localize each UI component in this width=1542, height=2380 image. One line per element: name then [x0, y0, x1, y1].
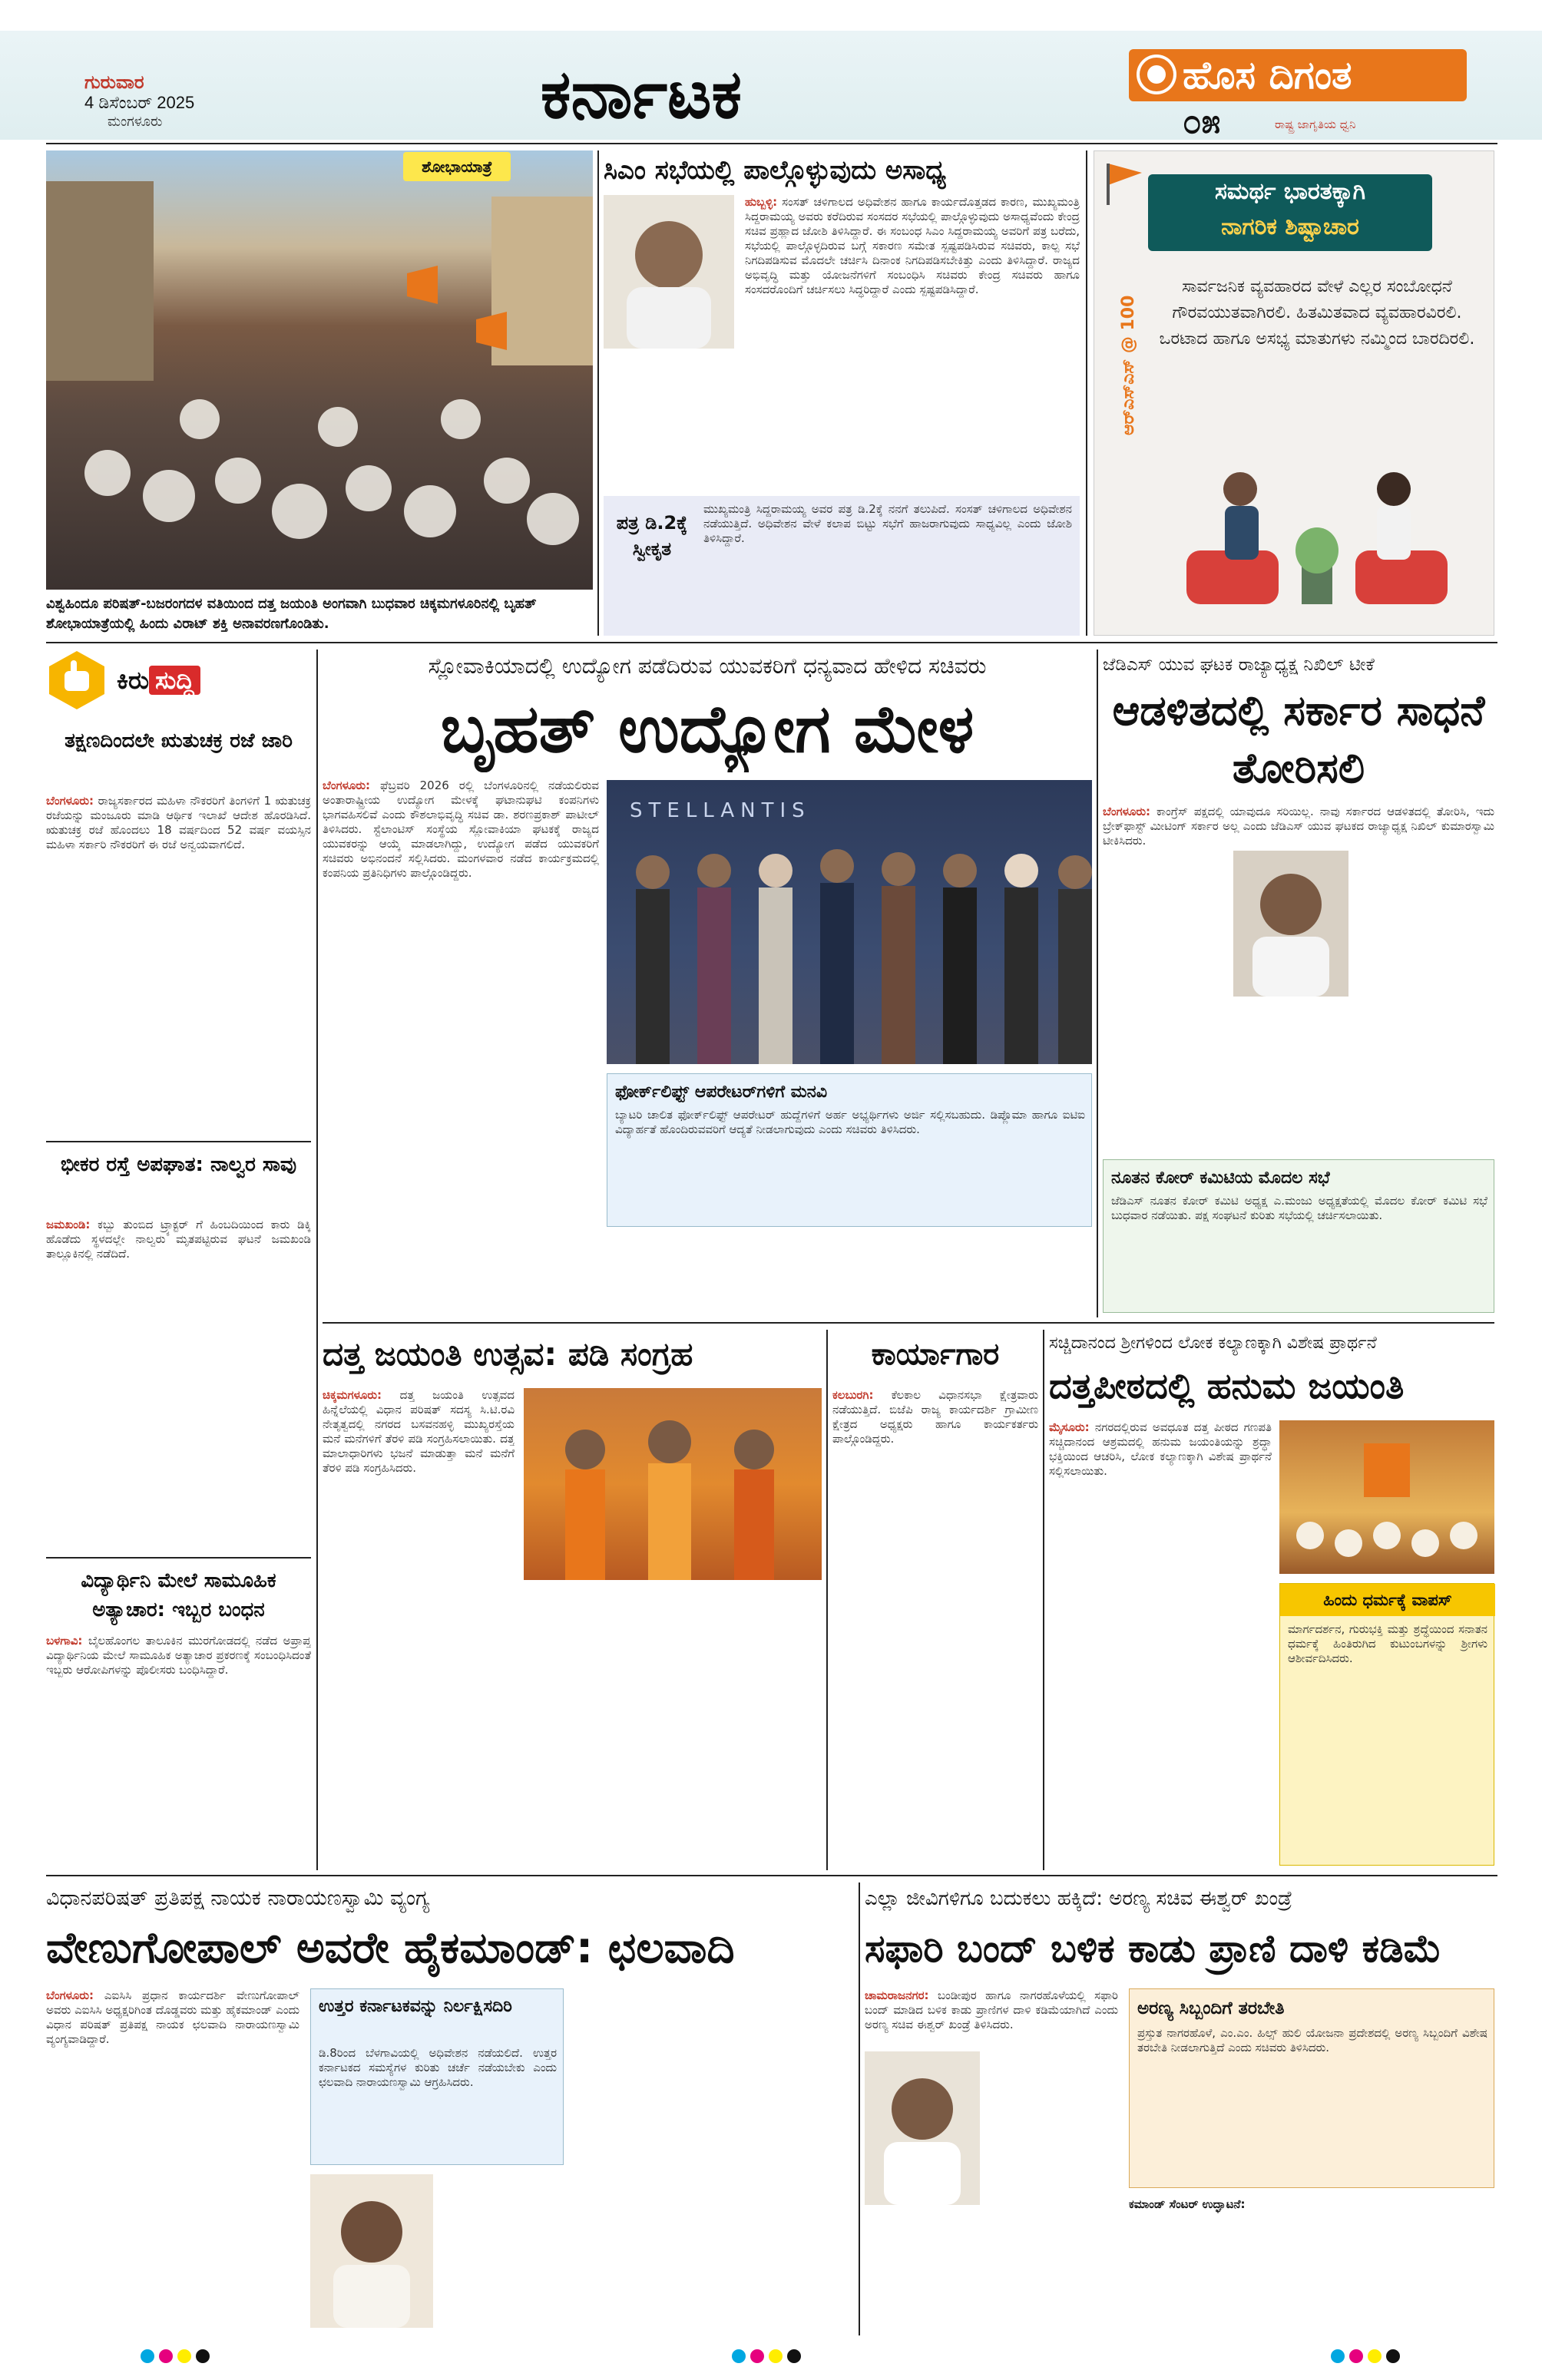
parishat-body-col2 — [441, 2174, 564, 2334]
cm-meeting-story — [604, 150, 1080, 636]
job-fair-story — [323, 650, 1092, 1317]
kirusuddi-header — [46, 650, 311, 711]
divider-row3 — [46, 1875, 1497, 1876]
color-dot — [1331, 2349, 1345, 2363]
cm-headline: ಸಿಎಂ ಸಭೆಯಲ್ಲಿ ಪಾಲ್ಗೊಳ್ಳುವುದು ಅಸಾಧ್ಯ — [604, 155, 946, 186]
brief-dateline: ಜಮಖಂಡಿ: — [46, 1218, 91, 1231]
city: ಮಂಗಳೂರು — [108, 114, 163, 129]
kirusuddi-column — [46, 650, 311, 1870]
divider-r2b — [1097, 650, 1098, 1317]
north-karnataka-body: ಡಿ.8ರಿಂದ ಬೆಳಗಾವಿಯಲ್ಲಿ ಅಧಿವೇಶನ ನಡೆಯಲಿದೆ. ಉತ್ತರ ಕರ್ನಾಟಕದ ಸಮಸ್ಯೆಗಳ ಕುರಿತು ಚರ್ಚೆ ನಡೆಯಬೇಕು ಎಂದು ಛಲವಾದಿ ನಾರಾಯಣಸ್ವಾಮಿ ಆಗ್ರಹಿಸಿದರು. — [319, 2046, 557, 2089]
cm-body-text: ಸಂಸತ್ ಚಳಿಗಾಲದ ಅಧಿವೇಶನ ಹಾಗೂ ಕಾರ್ಯದೊತ್ತಡದ ಕಾರಣ, ಮುಖ್ಯಮಂತ್ರಿ ಸಿದ್ದರಾಮಯ್ಯ ಅವರು ಕರೆದಿರುವ ಸಂಸದರ ಸಭೆಯಲ್ಲಿ ಪಾಲ್ಗೊಳ್ಳುವುದು ಅಸಾಧ್ಯವೆಂದು ಕೇಂದ್ರ ಸಚಿವ ಪ್ರಹ್ಲಾದ ಜೋಶಿ ತಿಳಿಸಿದ್ದಾರೆ. ಈ ಸಂಬಂಧ ಸಿಎಂ ಸಿದ್ದರಾಮಯ್ಯ ಅವರಿಗೆ ಪತ್ರ ಬರೆದು, ಸಭೆಯಲ್ಲಿ ಪಾಲ್ಗೊಳ್ಳದಿರುವ ಬಗ್ಗೆ ಸಕಾರಣ ಸಮೇತ ಸ್ಪಷ್ಟಪಡಿಸಿರುವ ಸಚಿವರು, ಕಾಲ್ಪ ಸಭೆ ನಿಗದಿಪಡಿಸುವ ಮೊದಲೇ ಚರ್ಚಿಸಿ ದಿನಾಂಕ ನಿಗದಿಪಡಿಸಬೇಕಿತ್ತು ಎಂದು ತಿಳಿಸಿದ್ದಾರೆ. ರಾಜ್ಯದ ಅಭಿವೃದ್ಧಿ ಮತ್ತು ಯೋಜನೆಗಳಿಗೆ ಸಂಬಂಧಿಸಿ ಸಚಿವರು ಕೇಂದ್ರ ಸಚಿವರು ಹಾಗೂ ಸಂಸದರೊಂದಿಗೆ ಚರ್ಚಿಸಲು ಸಿದ್ಧರಿದ್ದಾರೆ ಎಂದು ಸ್ಪಷ್ಟಪಡಿಸಿದ್ದಾರೆ. — [745, 195, 1080, 296]
parishat-headline: ವೇಣುಗೋಪಾಲ್ ಅವರೇ ಹೈಕಮಾಂಡ್: ಛಲವಾದಿ — [46, 1923, 735, 1973]
chalavadi-photo — [310, 2174, 433, 2328]
brief-headline: ಭೀಕರ ರಸ್ತೆ ಅಪಘಾತ: ನಾಲ್ವರ ಸಾವು — [60, 1153, 297, 1176]
color-dot — [787, 2349, 801, 2363]
color-dot — [159, 2349, 173, 2363]
forklift-title: ಫೋರ್ಕ್‌ಲಿಫ್ಟ್ ಆಪರೇಟರ್‌ಗಳಿಗೆ ಮನವಿ — [615, 1083, 828, 1102]
job-kicker: ಸ್ಲೋವಾಕಿಯಾದಲ್ಲಿ ಉದ್ಯೋಗ ಪಡೆದಿರುವ ಯುವಕರಿಗೆ ಧನ್ಯವಾದ ಹೇಳಿದ ಸಚಿವರು — [428, 653, 987, 679]
north-karnataka-box — [310, 1988, 564, 2165]
ad-side-label: ಆರ್‌ಎಸ್‌ಎಸ್ @ 100 — [1119, 295, 1138, 435]
shobhayatre-caption: ವಿಶ್ವಹಿಂದೂ ಪರಿಷತ್-ಬಜರಂಗದಳ ವತಿಯಿಂದ ದತ್ತ ಜಯಂತಿ ಅಂಗವಾಗಿ ಬುಧವಾರ ಚಿಕ್ಕಮಗಳೂರಿನಲ್ಲಿ ಬೃಹತ್ ಶೋಭಾಯಾತ್ರೆಯಲ್ಲಿ ಹಿಂದು ವಿರಾಟ್ ಶಕ್ತಿ ಅನಾವರಣಗೊಂಡಿತು. — [46, 596, 537, 632]
cm-dateline: ಹುಬ್ಬಳ್ಳಿ: — [745, 195, 778, 209]
command-center-title: ಕಮಾಂಡ್ ಸೆಂಟರ್ ಉದ್ಘಾಟನೆ: — [1129, 2197, 1246, 2211]
color-dot — [750, 2349, 764, 2363]
hanuma-body-text: ನಗರದಲ್ಲಿರುವ ಅವಧೂತ ದತ್ತ ಪೀಠದ ಗಣಪತಿ ಸಚ್ಚಿದಾನಂದ ಆಶ್ರಮದಲ್ಲಿ ಹನುಮ ಜಯಂತಿಯನ್ನು ಶ್ರದ್ಧಾ ಭಕ್ತಿಯಿಂದ ಆಚರಿಸಿ, ಲೋಕ ಕಲ್ಯಾಣಕ್ಕಾಗಿ ವಿಶೇಷ ಪ್ರಾರ್ಥನೆ ಸಲ್ಲಿಸಲಾಯಿತು. — [1049, 1420, 1272, 1478]
brief-divider-1 — [46, 1141, 311, 1142]
forest-training-box — [1129, 1988, 1494, 2188]
brief-text: ಬೈಲಹೊಂಗಲ ತಾಲೂಕಿನ ಮುರಗೋಡದಲ್ಲಿ ನಡೆದ ಅಪ್ರಾಪ್ತ ವಿದ್ಯಾರ್ಥಿನಿಯ ಮೇಲೆ ಸಾಮೂಹಿಕ ಅತ್ಯಾಚಾರ ಪ್ರಕರಣಕ್ಕೆ ಸಂಬಂಧಿಸಿದಂತೆ ಇಬ್ಬರು ಆರೋಪಿಗಳನ್ನು ಪೊಲೀಸರು ಬಂಧಿಸಿದ್ದಾರೆ. — [46, 1634, 311, 1677]
job-headline: ಬೃಹತ್ ಉದ್ಯೋಗ ಮೇಳ — [440, 691, 975, 768]
logo-emblem-icon — [1137, 55, 1176, 94]
parishat-body-text: ಎಐಸಿಸಿ ಪ್ರಧಾನ ಕಾರ್ಯದರ್ಶಿ ವೇಣುಗೋಪಾಲ್ ಅವರು ಎಐಸಿಸಿ ಅಧ್ಯಕ್ಷರಿಗಿಂತ ದೊಡ್ಡವರು ಮತ್ತು ಹೈಕಮಾಂಡ್ ಎಂದು ವಿಧಾನ ಪರಿಷತ್ ಪ್ರತಿಪಕ್ಷ ನಾಯಕ ಛಲವಾದಿ ನಾರಾಯಣಸ್ವಾಮಿ ವ್ಯಂಗ್ಯವಾಡಿದ್ದಾರೆ. — [46, 1988, 299, 2046]
parishat-kicker: ವಿಧಾನಪರಿಷತ್ ಪ್ರತಿಪಕ್ಷ ನಾಯಕ ನಾರಾಯಣಸ್ವಾಮಿ ವ್ಯಂಗ್ಯ — [46, 1886, 430, 1910]
kirusuddi-label-b: ಸುದ್ದಿ — [149, 666, 200, 695]
ad-title — [1148, 174, 1432, 251]
safari-dateline: ಚಾಮರಾಜನಗರ: — [865, 1988, 929, 2002]
karyagara-body — [832, 1388, 1038, 1864]
color-dot — [732, 2349, 746, 2363]
registration-dots-center — [730, 2349, 822, 2368]
forklift-box — [607, 1073, 1092, 1227]
north-karnataka-title: ಉತ್ತರ ಕರ್ನಾಟಕವನ್ನು ನಿರ್ಲಕ್ಷಿಸದಿರಿ — [319, 1997, 512, 2016]
registration-dots-right — [1329, 2349, 1421, 2368]
datta-body — [323, 1388, 515, 1864]
paper-tagline: ರಾಷ್ಟ್ರ ಜಾಗೃತಿಯ ಧ್ವನಿ — [1275, 117, 1356, 131]
brief-body — [46, 1634, 311, 1864]
masthead-date-block — [84, 73, 269, 142]
safari-body-text: ಬಂಡೀಪುರ ಹಾಗೂ ನಾಗರಹೊಳೆಯಲ್ಲಿ ಸಫಾರಿ ಬಂದ್ ಮಾಡಿದ ಬಳಿಕ ಕಾಡು ಪ್ರಾಣಿಗಳ ದಾಳಿ ಕಡಿಮೆಯಾಗಿದೆ ಎಂದು ಅರಣ್ಯ ಸಚಿವ ಈಶ್ವರ್ ಖಂಡ್ರೆ ತಿಳಿಸಿದರು. — [865, 1988, 1118, 2031]
letter-label: ಪತ್ರ ಡಿ.2ಕ್ಕೆ ಸ್ವೀಕೃತ — [616, 512, 688, 560]
job-body-continued — [607, 1235, 1092, 1316]
safari-headline: ಸಫಾರಿ ಬಂದ್ ಬಳಿಕ ಕಾಡು ಪ್ರಾಣಿ ದಾಳಿ ಕಡಿಮೆ — [865, 1926, 1442, 1971]
core-committee-box — [1103, 1159, 1494, 1313]
brief-headline: ವಿದ್ಯಾರ್ಥಿನಿ ಮೇಲೆ ಸಾಮೂಹಿಕ ಅತ್ಯಾಚಾರ: ಇಬ್ಬರ ಬಂಧನ — [81, 1569, 276, 1621]
datta-body-continued — [524, 1589, 822, 1864]
color-dot — [1349, 2349, 1363, 2363]
divider-r1b — [1086, 150, 1087, 636]
job-body-text: ಫೆಬ್ರವರಿ 2026 ರಲ್ಲಿ ಬೆಂಗಳೂರಿನಲ್ಲಿ ನಡೆಯಲಿರುವ ಅಂತಾರಾಷ್ಟ್ರೀಯ ಉದ್ಯೋಗ ಮೇಳಕ್ಕೆ ಘಟಾನುಘಟಿ ಕಂಪನಿಗಳು ಭಾಗವಹಿಸಲಿವೆ ಎಂದು ಕೌಶಲಾಭಿವೃದ್ಧಿ ಸಚಿವ ಡಾ. ಶರಣಪ್ರಕಾಶ್ ಪಾಟೀಲ್ ತಿಳಿಸಿದರು. ಸ್ಟೆಲಾಂಟಿಸ್ ಸಂಸ್ಥೆಯ ಸ್ಲೋವಾಕಿಯಾ ಘಟಕಕ್ಕೆ ರಾಜ್ಯದ ಯುವಕರನ್ನು ಆಯ್ಕೆ ಮಾಡಲಾಗಿದ್ದು, ಉದ್ಯೋಗ ಪಡೆದ ಯುವಕರಿಗೆ ಸಚಿವರು ಅಭಿನಂದನೆ ಸಲ್ಲಿಸಿದರು. ಮಂಗಳವಾರ ನಡೆದ ಕಾರ್ಯಕ್ರಮದಲ್ಲಿ ಕಂಪನಿಯ ಪ್ರತಿನಿಧಿಗಳು ಪಾಲ್ಗೊಂಡಿದ್ದರು. — [323, 778, 599, 880]
hindu-dharma-title: ಹಿಂದು ಧರ್ಮಕ್ಕೆ ವಾಪಸ್ — [1280, 1584, 1495, 1616]
paper-name: ಹೊಸ ದಿಗಂತ — [1183, 53, 1352, 98]
datta-headline: ದತ್ತ ಜಯಂತಿ ಉತ್ಸವ: ಪಡಿ ಸಂಗ್ರಹ — [323, 1335, 693, 1373]
divider-row1 — [46, 642, 1497, 643]
list-item — [46, 1150, 311, 1549]
hanuma-photo — [1279, 1420, 1494, 1574]
divider-r2a — [316, 650, 318, 1870]
color-dot — [196, 2349, 210, 2363]
divider-r3b — [1043, 1330, 1044, 1870]
ad-title-line2: ನಾಗರಿಕ ಶಿಷ್ಟಾಚಾರ — [1221, 213, 1359, 240]
hanuma-jayanti-story — [1049, 1330, 1494, 1870]
forest-training-title: ಅರಣ್ಯ ಸಿಬ್ಬಂದಿಗೆ ತರಬೇತಿ — [1137, 1998, 1285, 2018]
parishat-body-col3 — [574, 1988, 852, 2334]
core-committee-title: ನೂತನ ಕೋರ್ ಕಮಿಟಿಯ ಮೊದಲ ಸಭೆ — [1111, 1169, 1330, 1188]
ad-message: ಸಾರ್ವಜನಿಕ ವ್ಯವಹಾರದ ವೇಳೆ ಎಲ್ಲರ ಸಂಬೋಧನೆ ಗೌರವಯುತವಾಗಿರಲಿ. ಹಿತಮಿತವಾದ ವ್ಯವಹಾರವಿರಲಿ. ಒರಟಾದ ಹಾಗೂ ಅಸಭ್ಯ ಮಾತುಗಳು ನಮ್ಮಿಂದ ಬಾರದಿರಲಿ. — [1159, 277, 1475, 349]
karyagara-story — [832, 1330, 1038, 1870]
color-dot — [1386, 2349, 1400, 2363]
parishat-story — [46, 1883, 852, 2335]
hand-point-icon — [46, 650, 108, 711]
brief-text: ಕಬ್ಬು ತುಂಬಿದ ಟ್ರ್ಯಾಕ್ಟರ್ ಗೆ ಹಿಂಬದಿಯಿಂದ ಕಾರು ಡಿಕ್ಕಿ ಹೊಡೆದು ಸ್ಥಳದಲ್ಲೇ ನಾಲ್ವರು ಮೃತಪಟ್ಟಿರುವ ಘಟನೆ ಜಮಖಂಡಿ ತಾಲ್ಲೂಕಿನಲ್ಲಿ ನಡೆದಿದೆ. — [46, 1218, 311, 1261]
kirusuddi-label-a: ಕಿರು — [117, 666, 150, 695]
karyagara-dateline: ಕಲಬುರಗಿ: — [832, 1388, 874, 1402]
nikhil-dateline: ಬೆಂಗಳೂರು: — [1103, 805, 1151, 818]
hindu-dharma-body: ಮಾರ್ಗದರ್ಶನ, ಗುರುಭಕ್ತಿ ಮತ್ತು ಶ್ರದ್ಧೆಯಿಂದ ಸನಾತನ ಧರ್ಮಕ್ಕೆ ಹಿಂತಿರುಗಿದ ಕುಟುಂಬಗಳನ್ನು ಶ್ರೀಗಳು ಆಶೀರ್ವದಿಸಿದರು. — [1288, 1622, 1487, 1665]
job-fair-photo — [607, 780, 1092, 1064]
hanuma-dateline: ಮೈಸೂರು: — [1049, 1420, 1090, 1434]
color-dot — [769, 2349, 783, 2363]
color-dot — [1368, 2349, 1382, 2363]
parishat-body — [46, 1988, 299, 2334]
datta-photo — [524, 1388, 822, 1580]
brief-dateline: ಬಳಗಾವಿ: — [46, 1634, 83, 1648]
job-body — [323, 778, 599, 1316]
divider-r3a — [826, 1330, 828, 1870]
karyagara-body-text: ಕೆಲಕಾಲ ವಿಧಾನಸಭಾ ಕ್ಷೇತ್ರವಾರು ನಡೆಯುತ್ತಿದೆ. ಬಿಜೆಪಿ ರಾಜ್ಯ ಕಾರ್ಯದರ್ಶಿ ಗ್ರಾಮೀಣ ಕ್ಷೇತ್ರದ ಅಧ್ಯಕ್ಷರು ಹಾಗೂ ಕಾರ್ಯಕರ್ತರು ಪಾಲ್ಗೊಂಡಿದ್ದರು. — [832, 1388, 1038, 1446]
hanuma-body — [1049, 1420, 1272, 1866]
color-dot — [177, 2349, 191, 2363]
day: ಗುರುವಾರ — [84, 72, 144, 93]
hanuma-kicker: ಸಚ್ಚಿದಾನಂದ ಶ್ರೀಗಳಿಂದ ಲೋಕ ಕಲ್ಯಾಣಕ್ಕಾಗಿ ವಿಶೇಷ ಪ್ರಾರ್ಥನೆ — [1049, 1334, 1377, 1353]
hindu-dharma-box — [1279, 1583, 1494, 1866]
hanuma-headline: ದತ್ತಪೀಠದಲ್ಲಿ ಹನುಮ ಜಯಂತಿ — [1049, 1365, 1405, 1407]
divider-r1a — [597, 150, 599, 636]
khandre-photo — [865, 2051, 980, 2205]
core-committee-body: ಜೆಡಿಎಸ್ ನೂತನ ಕೋರ್ ಕಮಿಟಿ ಅಧ್ಯಕ್ಷ ಎ.ಮಂಜು ಅಧ್ಯಕ್ಷತೆಯಲ್ಲಿ ಮೊದಲ ಕೋರ್ ಕಮಿಟಿ ಸಭೆ ಬುಧವಾರ ನಡೆಯಿತು. ಪಕ್ಷ ಸಂಘಟನೆ ಕುರಿತು ಸಭೆಯಲ್ಲಿ ಚರ್ಚಿಸಲಾಯಿತು. — [1111, 1194, 1487, 1222]
masthead-divider — [46, 143, 1497, 144]
command-center-text — [1129, 2197, 1494, 2334]
brief-body — [46, 1218, 311, 1548]
list-item — [46, 1566, 311, 1866]
nikhil-headline: ಆಡಳಿತದಲ್ಲಿ ಸರ್ಕಾರ ಸಾಧನೆ ತೋರಿಸಲಿ — [1112, 686, 1485, 792]
safari-story — [865, 1883, 1494, 2335]
nikhil-photo — [1233, 851, 1348, 997]
brief-text: ರಾಜ್ಯಸರ್ಕಾರದ ಮಹಿಳಾ ನೌಕರರಿಗೆ ತಿಂಗಳಿಗೆ 1 ಋತುಚಕ್ರ ರಜೆಯನ್ನು ಮಂಜೂರು ಮಾಡಿ ಆರ್ಥಿಕ ಇಲಾಖೆ ಆದೇಶ ಹೊರಡಿಸಿದೆ. ಋತುಚಕ್ರ ರಜೆ ಹೊಂದಲು 18 ವರ್ಷದಿಂದ 52 ವರ್ಷ ವಯಸ್ಸಿನ ಮಹಿಳಾ ಸರ್ಕಾರಿ ನೌಕರರಿಗೆ ಈ ರಜೆ ಅನ್ವಯವಾಗಲಿದೆ. — [46, 794, 311, 851]
civic-ad — [1094, 150, 1494, 636]
registration-dots-left — [138, 2349, 230, 2368]
forest-training-body: ಪ್ರಸ್ತುತ ನಾಗರಹೊಳೆ, ಎಂ.ಎಂ. ಹಿಲ್ಸ್ ಹುಲಿ ಯೋಜನಾ ಪ್ರದೇಶದಲ್ಲಿ ಅರಣ್ಯ ಸಿಬ್ಬಂದಿಗೆ ವಿಶೇಷ ತರಬೇತಿ ನೀಡಲಾಗುತ್ತಿದೆ ಎಂದು ಸಚಿವರು ತಿಳಿಸಿದರು. — [1137, 2026, 1487, 2054]
kirusuddi-label — [117, 660, 301, 700]
shobhayatre-photo — [46, 150, 593, 590]
karyagara-headline: ಕಾರ್ಯಾಗಾರ — [871, 1337, 1000, 1372]
nikhil-story — [1103, 650, 1494, 1317]
safari-kicker: ಎಲ್ಲಾ ಜೀವಿಗಳಿಗೂ ಬದುಕಲು ಹಕ್ಕಿದೆ: ಅರಣ್ಯ ಸಚಿವ ಈಶ್ವರ್ ಖಂಡ್ರೆ — [865, 1887, 1292, 1910]
page-number: ೦೫ — [1183, 102, 1221, 141]
nikhil-body-text: ಕಾಂಗ್ರೆಸ್ ಪಕ್ಷದಲ್ಲಿ ಯಾವುದೂ ಸರಿಯಿಲ್ಲ. ನಾವು ಸರ್ಕಾರದ ಆಡಳಿತದಲ್ಲಿ ತೋರಿಸಿ, ಇದು ಬ್ರೇಕ್‌ಫಾಸ್ಟ್ ಮೀಟಿಂಗ್ ಸರ್ಕಾರ ಅಲ್ಲ ಎಂದು ಜೆಡಿಎಸ್ ಯುವ ಘಟಕದ ರಾಜ್ಯಾಧ್ಯಕ್ಷ ನಿಖಿಲ್ ಕುಮಾರಸ್ವಾಮಿ ಟೀಕಿಸಿದರು. — [1103, 805, 1494, 848]
ad-flag-icon — [1102, 159, 1148, 205]
date: 4 ಡಿಸೆಂಬರ್ 2025 — [84, 93, 195, 112]
ad-title-line1: ಸಮರ್ಥ ಭಾರತಕ್ಕಾಗಿ — [1214, 178, 1366, 205]
shobhayatre-tag: ಶೋಭಾಯಾತ್ರೆ — [403, 152, 511, 181]
brief-headline: ತಕ್ಷಣದಿಂದಲೇ ಋತುಚಕ್ರ ರಜೆ ಜಾರಿ — [65, 729, 293, 752]
brief-body — [46, 794, 311, 1132]
parishat-dateline: ಬೆಂಗಳೂರು: — [46, 1988, 94, 2002]
datta-jayanti-story — [323, 1330, 822, 1870]
ad-illustration — [1156, 435, 1478, 627]
color-dot — [141, 2349, 154, 2363]
masthead — [0, 0, 1542, 146]
letter-body: ಮುಖ್ಯಮಂತ್ರಿ ಸಿದ್ದರಾಮಯ್ಯ ಅವರ ಪತ್ರ ಡಿ.2ಕ್ಕೆ ನನಗೆ ತಲುಪಿದೆ. ಸಂಸತ್ ಚಳಿಗಾಲದ ಅಧಿವೇಶನ ನಡೆಯುತ್ತಿದೆ. ಅಧಿವೇಶನ ವೇಳೆ ಕಲಾಪ ಬಿಟ್ಟು ಸಭೆಗೆ ಹಾಜರಾಗುವುದು ಸಾಧ್ಯವಿಲ್ಲ ಎಂದು ಜೋಶಿ ತಿಳಿಸಿದ್ದಾರೆ. — [703, 502, 1072, 545]
datta-body-text: ದತ್ತ ಜಯಂತಿ ಉತ್ಸವದ ಹಿನ್ನೆಲೆಯಲ್ಲಿ ವಿಧಾನ ಪರಿಷತ್ ಸದಸ್ಯ ಸಿ.ಟಿ.ರವಿ ನೇತೃತ್ವದಲ್ಲಿ ನಗರದ ಬಸವನಹಳ್ಳಿ ಮುಖ್ಯರಸ್ತೆಯ ಮನೆ ಮನೆಗಳಿಗೆ ತೆರಳಿ ಪಡಿ ಸಂಗ್ರಹಿಸಲಾಯಿತು. ದತ್ತ ಮಾಲಾಧಾರಿಗಳು ಭಜನೆ ಮಾಡುತ್ತಾ ಮನೆ ಮನೆಗೆ ತೆರಳಿ ಪಡಿ ಸಂಗ್ರಹಿಸಿದರು. — [323, 1388, 515, 1475]
section-title: ಕರ್ನಾಟಕ — [540, 55, 743, 134]
divider-row2 — [323, 1322, 1494, 1324]
stellantis-logo-text: STELLANTIS — [630, 799, 811, 822]
brief-divider-2 — [46, 1557, 311, 1559]
brief-dateline: ಬೆಂಗಳೂರು: — [46, 794, 94, 808]
letter-box — [604, 496, 1080, 636]
shobhayatre-story — [46, 150, 593, 636]
joshi-photo — [604, 195, 734, 349]
list-item — [46, 726, 311, 1133]
datta-dateline: ಚಿಕ್ಕಮಗಳೂರು: — [323, 1388, 382, 1402]
forklift-body: ಬ್ಯಾಟರಿ ಚಾಲಿತ ಫೋರ್ಕ್‌ಲಿಫ್ಟ್ ಆಪರೇಟರ್ ಹುದ್ದೆಗಳಿಗೆ ಅರ್ಹ ಅಭ್ಯರ್ಥಿಗಳು ಅರ್ಜಿ ಸಲ್ಲಿಸಬಹುದು. ಡಿಪ್ಲೊಮಾ ಹಾಗೂ ಐಟಿಐ ವಿದ್ಯಾರ್ಹತೆ ಹೊಂದಿರುವವರಿಗೆ ಆದ್ಯತೆ ನೀಡಲಾಗುವುದು ಎಂದು ಸಚಿವರು ತಿಳಿಸಿದರು. — [615, 1108, 1085, 1136]
nikhil-kicker: ಜೆಡಿಎಸ್ ಯುವ ಘಟಕ ರಾಜ್ಯಾಧ್ಯಕ್ಷ ನಿಖಿಲ್ ಟೀಕೆ — [1103, 655, 1375, 675]
job-dateline: ಬೆಂಗಳೂರು: — [323, 778, 371, 792]
paper-logo — [1129, 45, 1467, 144]
cm-body — [745, 195, 1080, 487]
divider-r4a — [859, 1883, 860, 2335]
